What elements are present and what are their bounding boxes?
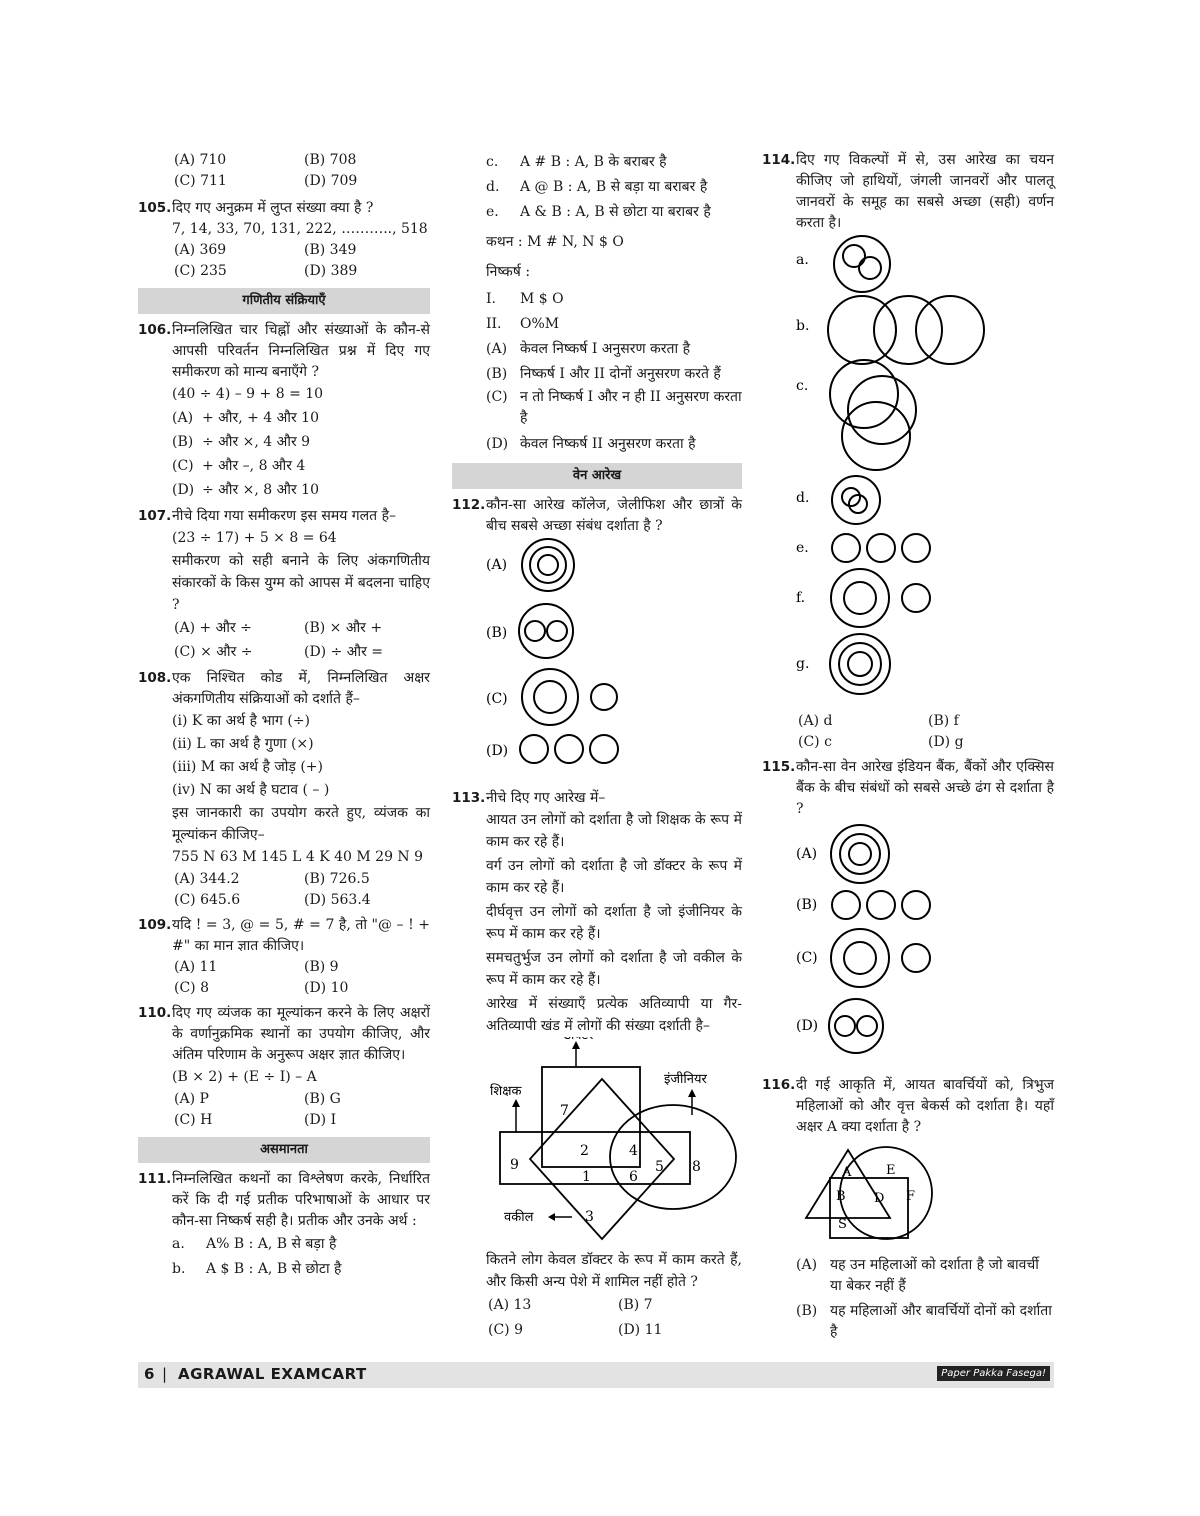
svg-text:7: 7 xyxy=(560,1103,569,1119)
conclusion: I. M $ O xyxy=(486,291,564,307)
option[interactable]: (A) 11 xyxy=(174,959,218,975)
svg-text:(D): (D) xyxy=(796,1018,819,1034)
option[interactable]: (A) + और ÷ xyxy=(174,620,252,636)
option[interactable]: (C) + और –, 8 और 4 xyxy=(172,458,306,474)
question-text: यदि ! = 3, @ = 5, # = 7 है, तो "@ – ! + #" का मान ज्ञात कीजिए। xyxy=(172,917,430,954)
section-heading: असमानता xyxy=(138,1137,430,1163)
venn-options-115 xyxy=(762,820,1054,1060)
question-113 xyxy=(452,788,742,1343)
option-e-diagram[interactable] xyxy=(796,534,930,562)
symbol-definition: e. A & B : A, B से छोटा या बराबर है xyxy=(486,204,711,220)
svg-text:F: F xyxy=(906,1189,916,1204)
question-number: 109. xyxy=(138,917,172,933)
conclusion: II. O%M xyxy=(486,316,560,332)
svg-text:(A): (A) xyxy=(796,846,818,862)
svg-text:5: 5 xyxy=(655,1159,664,1175)
option[interactable]: (A) d xyxy=(798,713,833,729)
option[interactable]: (B) 726.5 xyxy=(304,871,370,887)
option[interactable]: (A) 710 xyxy=(174,152,227,168)
svg-text:(A): (A) xyxy=(486,557,508,573)
sequence: 7, 14, 33, 70, 131, 222, ……….., 518 xyxy=(172,221,428,237)
list-item: (iv) N का अर्थ है घटाव ( – ) xyxy=(172,782,330,798)
question-number: 116. xyxy=(762,1077,796,1093)
svg-text:E: E xyxy=(886,1163,896,1178)
svg-text:8: 8 xyxy=(692,1159,701,1175)
option[interactable]: (C) 8 xyxy=(174,980,209,996)
option-d-diagram[interactable] xyxy=(796,999,883,1053)
section-heading: वेन आरेख xyxy=(452,463,742,489)
equation: (23 ÷ 17) + 5 × 8 = 64 xyxy=(172,530,337,546)
option[interactable]: (D) 563.4 xyxy=(304,892,371,908)
svg-text:2: 2 xyxy=(580,1143,589,1159)
option[interactable]: (D) ÷ और ×, 8 और 10 xyxy=(172,482,319,498)
question-text: समीकरण को सही बनाने के लिए अंकगणितीय संकारकों के किस युग्म को आपस में बदलना चाहिए ? xyxy=(172,553,430,613)
svg-text:3: 3 xyxy=(585,1209,594,1225)
option[interactable]: (B) निष्कर्ष I और II दोनों अनुसरण करते हैं xyxy=(486,366,721,382)
option[interactable]: (B) ÷ और ×, 4 और 9 xyxy=(172,434,311,450)
symbol-definition: b. A $ B : A, B से छोटा है xyxy=(172,1261,342,1277)
option[interactable]: (D) 10 xyxy=(304,980,349,996)
option-d-diagram[interactable] xyxy=(486,735,618,763)
column-3 xyxy=(762,150,1054,1347)
symbol-definition: a. A% B : A, B से बड़ा है xyxy=(172,1236,337,1252)
question-number: 114. xyxy=(762,152,796,168)
option[interactable]: (D) 389 xyxy=(304,263,358,279)
option[interactable]: (A) 344.2 xyxy=(174,871,240,887)
option[interactable]: (C) 645.6 xyxy=(174,892,241,908)
svg-text:D: D xyxy=(874,1191,885,1206)
svg-text:इंजीनियर: इंजीनियर xyxy=(664,1072,707,1087)
question-text: नीचे दिए गए आरेख में– xyxy=(486,790,606,806)
question-text: निम्नलिखित कथनों का विश्लेषण करके, निर्धारित करें कि दी गई प्रतीक परिभाषाओं के आधार पर कौन-सा निष्कर्ष सही है। प्रतीक और उनके अर्थ : xyxy=(172,1171,430,1229)
option[interactable]: (D) g xyxy=(928,734,964,750)
svg-text:4: 4 xyxy=(629,1143,638,1159)
svg-text:d.: d. xyxy=(796,490,810,506)
svg-text:9: 9 xyxy=(510,1157,519,1173)
option[interactable]: (C) H xyxy=(174,1112,213,1128)
option[interactable]: (D) केवल निष्कर्ष II अनुसरण करता है xyxy=(486,436,696,452)
option[interactable]: (B) 708 xyxy=(304,152,357,168)
column-1 xyxy=(138,150,430,1286)
question-text: इस जानकारी का उपयोग करते हुए, व्यंजक का मूल्यांकन कीजिए– xyxy=(172,805,430,843)
list-item: (ii) L का अर्थ है गुणा (×) xyxy=(172,736,314,752)
option[interactable]: (C) × और ÷ xyxy=(174,644,253,660)
option[interactable]: (D) 709 xyxy=(304,173,358,189)
option-b-diagram[interactable] xyxy=(486,604,573,658)
svg-text:(D): (D) xyxy=(486,743,509,759)
option[interactable]: (B) G xyxy=(304,1091,341,1107)
question-text: आरेख में संख्याएँ प्रत्येक अतिव्यापी या गैर-अतिव्यापी खंड में लोगों की संख्या दर्शाती है– xyxy=(486,996,742,1034)
question-110 xyxy=(138,1003,430,1131)
question-number: 106. xyxy=(138,322,172,338)
option[interactable]: (D) 11 xyxy=(618,1322,663,1338)
question-107 xyxy=(138,506,430,664)
conclusion-heading: निष्कर्ष : xyxy=(486,264,531,280)
option[interactable]: (D) I xyxy=(304,1112,337,1128)
question-109 xyxy=(138,915,430,999)
option-a-diagram[interactable] xyxy=(796,825,889,883)
question-number: 107. xyxy=(138,508,172,524)
svg-text:f.: f. xyxy=(796,590,806,606)
brand-logo: AGRAWAL EXAMCART xyxy=(178,1365,367,1383)
option-b-diagram[interactable] xyxy=(796,296,984,364)
question-text: वर्ग उन लोगों को दर्शाता है जो डॉक्टर के रूप में काम कर रहे हैं। xyxy=(486,858,742,896)
question-text: एक निश्चित कोड में, निम्नलिखित अक्षर अंकगणितीय संक्रियाओं को दर्शाते हैं– xyxy=(172,670,430,707)
option[interactable]: (A) 369 xyxy=(174,242,227,258)
svg-text:वकील: वकील xyxy=(504,1210,534,1225)
option-a-diagram[interactable] xyxy=(796,236,890,292)
profession-venn-diagram xyxy=(452,1037,742,1242)
option-c-diagram[interactable] xyxy=(486,669,617,725)
option-g-diagram[interactable] xyxy=(796,634,890,694)
page-number: 6 xyxy=(144,1365,155,1383)
svg-text:(C): (C) xyxy=(486,691,508,707)
option-d-diagram[interactable] xyxy=(796,476,880,524)
svg-text:(B): (B) xyxy=(486,625,508,641)
question-text: दिए गए अनुक्रम में लुप्त संख्या क्या है ? xyxy=(172,200,374,216)
option[interactable]: (C) 235 xyxy=(174,263,227,279)
symbol-definition: c. A # B : A, B के बराबर है xyxy=(486,154,667,170)
question-114 xyxy=(762,150,1054,753)
statement: कथन : M # N, N $ O xyxy=(486,234,624,250)
question-text: दी गई आकृति में, आयत बावर्चियों को, त्रिभुज महिलाओं को और वृत्त बेकर्स को दर्शाता है। यहाँ अक्षर A क्या दर्शाता है ? xyxy=(796,1077,1054,1135)
question-116 xyxy=(762,1075,1054,1343)
option[interactable]: (B) f xyxy=(928,713,959,729)
question-number: 110. xyxy=(138,1005,172,1021)
option[interactable]: (A) P xyxy=(174,1091,209,1107)
question-text: कौन-सा आरेख कॉलेज, जेलीफिश और छात्रों के बीच सबसे अच्छा संबंध दर्शाता है ? xyxy=(486,497,742,534)
triangle-rectangle-circle-diagram xyxy=(762,1138,1054,1248)
question-106 xyxy=(138,320,430,502)
option[interactable]: (B) 349 xyxy=(304,242,357,258)
question-text: कौन-सा वेन आरेख इंडियन बैंक, बैंकों और एक्सिस बैंक के बीच संबंधों को सबसे अच्छे ढंग से दर्शाता है ? xyxy=(796,759,1054,817)
option[interactable]: (B) 9 xyxy=(304,959,339,975)
option[interactable]: (A) केवल निष्कर्ष I अनुसरण करता है xyxy=(486,341,691,357)
expression: 755 N 63 M 145 L 4 K 40 M 29 N 9 xyxy=(172,849,424,865)
venn-options-114 xyxy=(762,234,1054,704)
venn-options-112 xyxy=(452,537,742,777)
svg-text:(B): (B) xyxy=(796,897,818,913)
option[interactable]: (C) c xyxy=(798,734,832,750)
svg-text:1: 1 xyxy=(582,1169,591,1185)
question-105 xyxy=(138,198,430,282)
svg-text:A: A xyxy=(842,1165,852,1180)
question-108 xyxy=(138,668,430,911)
option[interactable]: (B) यह महिलाओं और बावर्चियों दोनों को दर्शाता है xyxy=(796,1303,1052,1340)
question-text: नीचे दिया गया समीकरण इस समय गलत है– xyxy=(172,508,397,524)
option[interactable]: (B) 7 xyxy=(618,1297,653,1313)
question-text: कितने लोग केवल डॉक्टर के रूप में काम करते हैं, और किसी अन्य पेशे में शामिल नहीं होते ? xyxy=(486,1252,742,1290)
svg-text:c.: c. xyxy=(796,378,809,394)
tagline-badge: Paper Pakka Fasega! xyxy=(937,1366,1050,1381)
question-number: 105. xyxy=(138,200,172,216)
option-c-diagram[interactable] xyxy=(796,360,916,470)
option[interactable]: (B) × और + xyxy=(304,620,383,636)
option[interactable]: (C) 711 xyxy=(174,173,227,189)
option-b-diagram[interactable] xyxy=(796,891,930,919)
section-heading: गणितीय संक्रियाएँ xyxy=(138,288,430,314)
option[interactable]: (C) 9 xyxy=(488,1322,523,1338)
svg-text:B: B xyxy=(836,1189,846,1204)
svg-text:डॉक्टर xyxy=(563,1037,594,1043)
q104-options xyxy=(138,150,430,192)
page-footer xyxy=(138,1362,1054,1388)
svg-text:e.: e. xyxy=(796,540,809,556)
option-f-diagram[interactable] xyxy=(796,569,930,627)
question-112 xyxy=(452,495,742,784)
svg-text:शिक्षक: शिक्षक xyxy=(490,1084,522,1099)
svg-text:S: S xyxy=(838,1217,847,1232)
svg-text:a.: a. xyxy=(796,252,809,268)
question-number: 112. xyxy=(452,497,486,513)
option[interactable]: (D) ÷ और = xyxy=(304,644,384,660)
question-number: 115. xyxy=(762,759,796,775)
option-a-diagram[interactable] xyxy=(486,539,574,591)
question-text: निम्नलिखित चार चिह्नों और संख्याओं के कौन-से आपसी परिवर्तन निम्नलिखित प्रश्न में दिए गए समीकरण को मान्य बनाएँगे ? xyxy=(172,322,430,380)
svg-text:6: 6 xyxy=(629,1169,638,1185)
equation: (40 ÷ 4) – 9 + 8 = 10 xyxy=(172,386,324,402)
column-2 xyxy=(452,150,742,1347)
list-item: (iii) M का अर्थ है जोड़ (+) xyxy=(172,759,324,775)
question-number: 111. xyxy=(138,1171,172,1187)
symbol-definition: d. A @ B : A, B से बड़ा या बराबर है xyxy=(486,179,708,195)
question-text: आयत उन लोगों को दर्शाता है जो शिक्षक के रूप में काम कर रहे हैं। xyxy=(486,812,742,850)
question-111 xyxy=(138,1169,430,1282)
question-text: समचतुर्भुज उन लोगों को दर्शाता है जो वकील के रूप में काम कर रहे हैं। xyxy=(486,950,742,988)
option[interactable]: (A) + और, + 4 और 10 xyxy=(172,410,319,426)
expression: (B × 2) + (E ÷ I) – A xyxy=(172,1069,317,1085)
list-item: (i) K का अर्थ है भाग (÷) xyxy=(172,713,311,729)
question-115 xyxy=(762,757,1054,1067)
question-text: दिए गए व्यंजक का मूल्यांकन करने के लिए अक्षरों के वर्णानुक्रमिक स्थानों का उपयोग कीजिए, और अंतिम परिणाम के अनुरूप अक्षर ज्ञात कीजिए। xyxy=(172,1005,430,1063)
question-text: दिए गए विकल्पों में से, उस आरेख का चयन कीजिए जो हाथियों, जंगली जानवरों और पालतू जानवरों के समूह का सबसे अच्छा (सही) वर्णन करता है। xyxy=(796,152,1054,231)
footer-divider: | xyxy=(162,1365,168,1383)
svg-text:(C): (C) xyxy=(796,950,818,966)
option[interactable]: (A) यह उन महिलाओं को दर्शाता है जो बावर्ची या बेकर नहीं हैं xyxy=(796,1257,1039,1294)
question-number: 113. xyxy=(452,790,486,806)
option[interactable]: (A) 13 xyxy=(488,1297,532,1313)
question-text: दीर्घवृत्त उन लोगों को दर्शाता है जो इंजीनियर के रूप में काम कर रहे हैं। xyxy=(486,904,742,942)
svg-text:b.: b. xyxy=(796,318,810,334)
question-number: 108. xyxy=(138,670,172,686)
option-c-diagram[interactable] xyxy=(796,929,930,987)
option[interactable]: (C) न तो निष्कर्ष I और न ही II अनुसरण करता है xyxy=(486,389,742,426)
svg-text:g.: g. xyxy=(796,656,810,672)
